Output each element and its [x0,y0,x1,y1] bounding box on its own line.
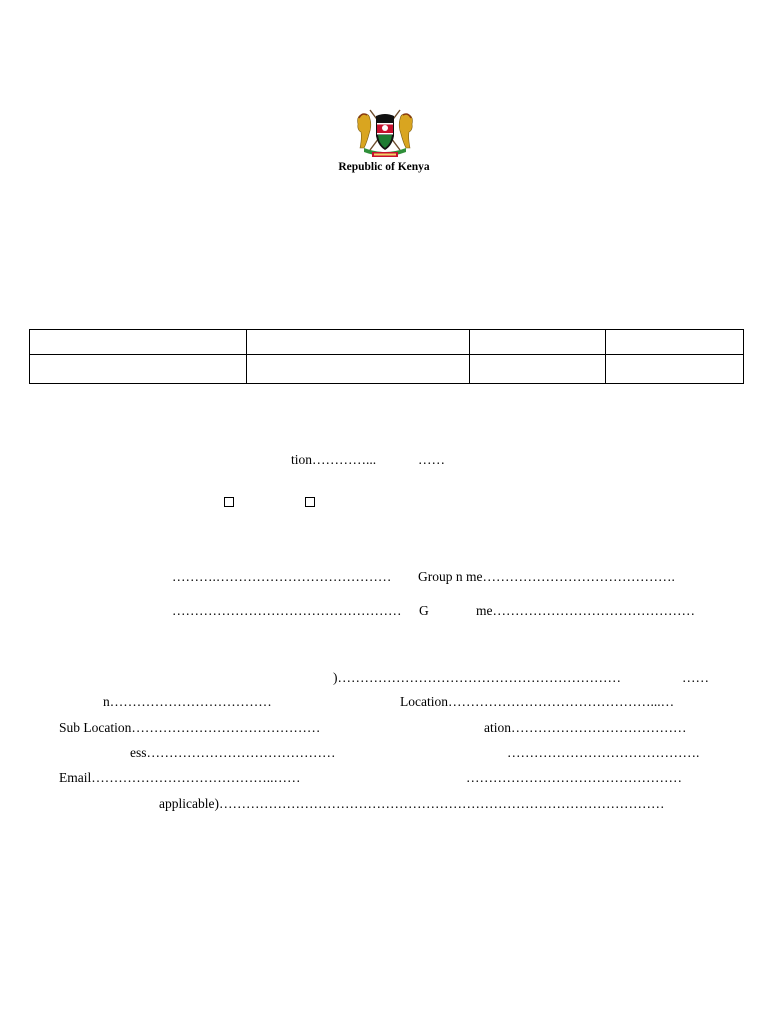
table-cell [30,355,247,384]
field-tion-tail: …… [418,452,445,467]
field-tion: tion…………... [291,452,377,467]
table-cell [470,355,606,384]
email-field: Email…………………………………..…… [59,770,301,785]
group-row2-right-field: me……………………………………… [476,603,695,618]
ation-field: ation………………………………… [484,720,687,735]
checkbox-option-2[interactable] [305,497,315,507]
location-field: Location………………………………………...… [400,694,675,709]
kenya-coat-of-arms-icon [352,104,418,162]
table-cell [247,355,470,384]
n-field: n……………………………… [103,694,272,709]
group-row1-left-field: ……….………………………………… [172,569,392,584]
group-row2-left-field: …………………………………………… [172,603,402,618]
address-right-field: ……………………………………. [507,745,700,760]
group-row2-g-label: G [419,603,429,618]
sub-location-field: Sub Location…………………………………… [59,720,321,735]
paren-tail-field: …… [682,670,709,685]
country-name: Republic of Kenya [338,161,430,173]
table-cell [247,330,470,355]
address-field: ess…………………………………… [130,745,336,760]
table-row [30,355,744,384]
group-name-field: Group n me……………………………………. [418,569,675,584]
table-row [30,330,744,355]
applicable-field: applicable)……………………………………………………………………………………… [159,796,665,811]
checkbox-option-1[interactable] [224,497,234,507]
paren-field: )……………………………………………………… [333,670,621,685]
reference-table [29,329,744,384]
table-cell [470,330,606,355]
table-cell [606,330,744,355]
table-cell [606,355,744,384]
email-right-field: ………………………………………… [466,770,682,785]
table-cell [30,330,247,355]
